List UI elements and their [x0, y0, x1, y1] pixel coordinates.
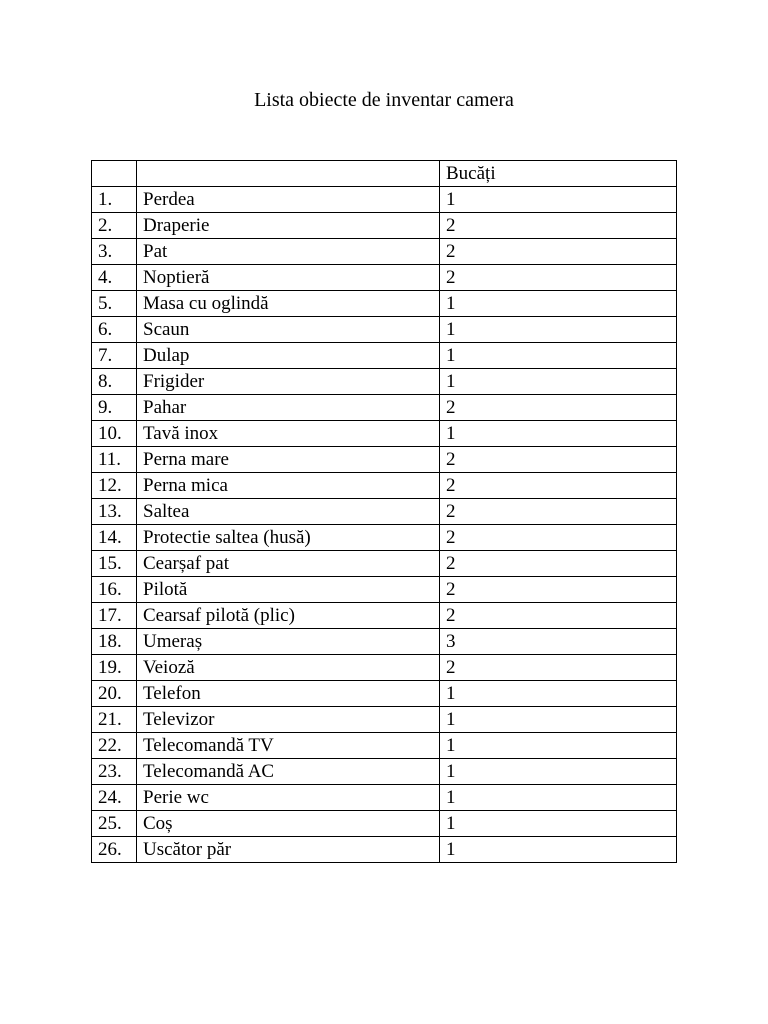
row-number: 4. — [92, 265, 137, 291]
item-name: Protectie saltea (husă) — [137, 525, 440, 551]
item-quantity: 2 — [440, 395, 677, 421]
item-name: Telecomandă TV — [137, 733, 440, 759]
table-row — [92, 733, 677, 759]
item-quantity: 1 — [440, 421, 677, 447]
table-row — [92, 551, 677, 577]
row-number: 16. — [92, 577, 137, 603]
header-quantity: Bucăți — [440, 161, 677, 187]
table-row — [92, 707, 677, 733]
item-quantity: 1 — [440, 317, 677, 343]
item-quantity: 2 — [440, 447, 677, 473]
row-number: 7. — [92, 343, 137, 369]
table-body — [92, 187, 677, 863]
item-name: Uscător păr — [137, 837, 440, 863]
table-row — [92, 291, 677, 317]
item-name: Telefon — [137, 681, 440, 707]
item-quantity: 2 — [440, 499, 677, 525]
row-number: 26. — [92, 837, 137, 863]
row-number: 11. — [92, 447, 137, 473]
item-quantity: 2 — [440, 577, 677, 603]
table-header-row — [92, 161, 677, 187]
item-name: Perdea — [137, 187, 440, 213]
item-quantity: 2 — [440, 239, 677, 265]
table-row — [92, 447, 677, 473]
table-row — [92, 369, 677, 395]
item-name: Draperie — [137, 213, 440, 239]
item-quantity: 2 — [440, 551, 677, 577]
table-row — [92, 213, 677, 239]
row-number: 13. — [92, 499, 137, 525]
table-row — [92, 499, 677, 525]
table-row — [92, 343, 677, 369]
item-quantity: 1 — [440, 369, 677, 395]
item-quantity: 1 — [440, 187, 677, 213]
table-row — [92, 421, 677, 447]
row-number: 5. — [92, 291, 137, 317]
table-row — [92, 759, 677, 785]
item-name: Veioză — [137, 655, 440, 681]
row-number: 12. — [92, 473, 137, 499]
item-quantity: 2 — [440, 265, 677, 291]
table-row — [92, 577, 677, 603]
row-number: 17. — [92, 603, 137, 629]
table-row — [92, 655, 677, 681]
item-quantity: 2 — [440, 603, 677, 629]
item-quantity: 1 — [440, 785, 677, 811]
row-number: 23. — [92, 759, 137, 785]
table-row — [92, 837, 677, 863]
row-number: 21. — [92, 707, 137, 733]
item-name: Umeraș — [137, 629, 440, 655]
table-row — [92, 525, 677, 551]
item-name: Cearsaf pilotă (plic) — [137, 603, 440, 629]
item-name: Frigider — [137, 369, 440, 395]
row-number: 25. — [92, 811, 137, 837]
item-name: Tavă inox — [137, 421, 440, 447]
document-title: Lista obiecte de inventar camera — [254, 89, 514, 111]
table-row — [92, 395, 677, 421]
row-number: 15. — [92, 551, 137, 577]
item-quantity: 1 — [440, 343, 677, 369]
item-quantity: 1 — [440, 733, 677, 759]
row-number: 1. — [92, 187, 137, 213]
table-row — [92, 785, 677, 811]
item-quantity: 3 — [440, 629, 677, 655]
item-name: Televizor — [137, 707, 440, 733]
row-number: 20. — [92, 681, 137, 707]
item-quantity: 2 — [440, 525, 677, 551]
item-quantity: 1 — [440, 759, 677, 785]
inventory-table — [91, 160, 677, 863]
table-row — [92, 603, 677, 629]
row-number: 2. — [92, 213, 137, 239]
row-number: 24. — [92, 785, 137, 811]
table-row — [92, 473, 677, 499]
item-name: Dulap — [137, 343, 440, 369]
row-number: 19. — [92, 655, 137, 681]
header-item — [137, 161, 440, 187]
item-quantity: 2 — [440, 213, 677, 239]
row-number: 6. — [92, 317, 137, 343]
item-name: Scaun — [137, 317, 440, 343]
item-name: Cearșaf pat — [137, 551, 440, 577]
row-number: 8. — [92, 369, 137, 395]
table-row — [92, 265, 677, 291]
table-row — [92, 681, 677, 707]
table-row — [92, 239, 677, 265]
item-name: Pat — [137, 239, 440, 265]
item-quantity: 1 — [440, 707, 677, 733]
item-quantity: 1 — [440, 291, 677, 317]
item-name: Pilotă — [137, 577, 440, 603]
item-quantity: 1 — [440, 811, 677, 837]
item-name: Perna mare — [137, 447, 440, 473]
table-row — [92, 811, 677, 837]
item-name: Telecomandă AC — [137, 759, 440, 785]
table-row — [92, 187, 677, 213]
table-row — [92, 629, 677, 655]
table-row — [92, 317, 677, 343]
item-name: Pahar — [137, 395, 440, 421]
item-name: Noptieră — [137, 265, 440, 291]
row-number: 18. — [92, 629, 137, 655]
row-number: 9. — [92, 395, 137, 421]
item-quantity: 1 — [440, 681, 677, 707]
item-name: Masa cu oglindă — [137, 291, 440, 317]
item-name: Perna mica — [137, 473, 440, 499]
row-number: 10. — [92, 421, 137, 447]
row-number: 14. — [92, 525, 137, 551]
item-quantity: 2 — [440, 473, 677, 499]
item-name: Perie wc — [137, 785, 440, 811]
row-number: 3. — [92, 239, 137, 265]
item-name: Saltea — [137, 499, 440, 525]
header-number — [92, 161, 137, 187]
item-quantity: 2 — [440, 655, 677, 681]
row-number: 22. — [92, 733, 137, 759]
item-name: Coș — [137, 811, 440, 837]
item-quantity: 1 — [440, 837, 677, 863]
